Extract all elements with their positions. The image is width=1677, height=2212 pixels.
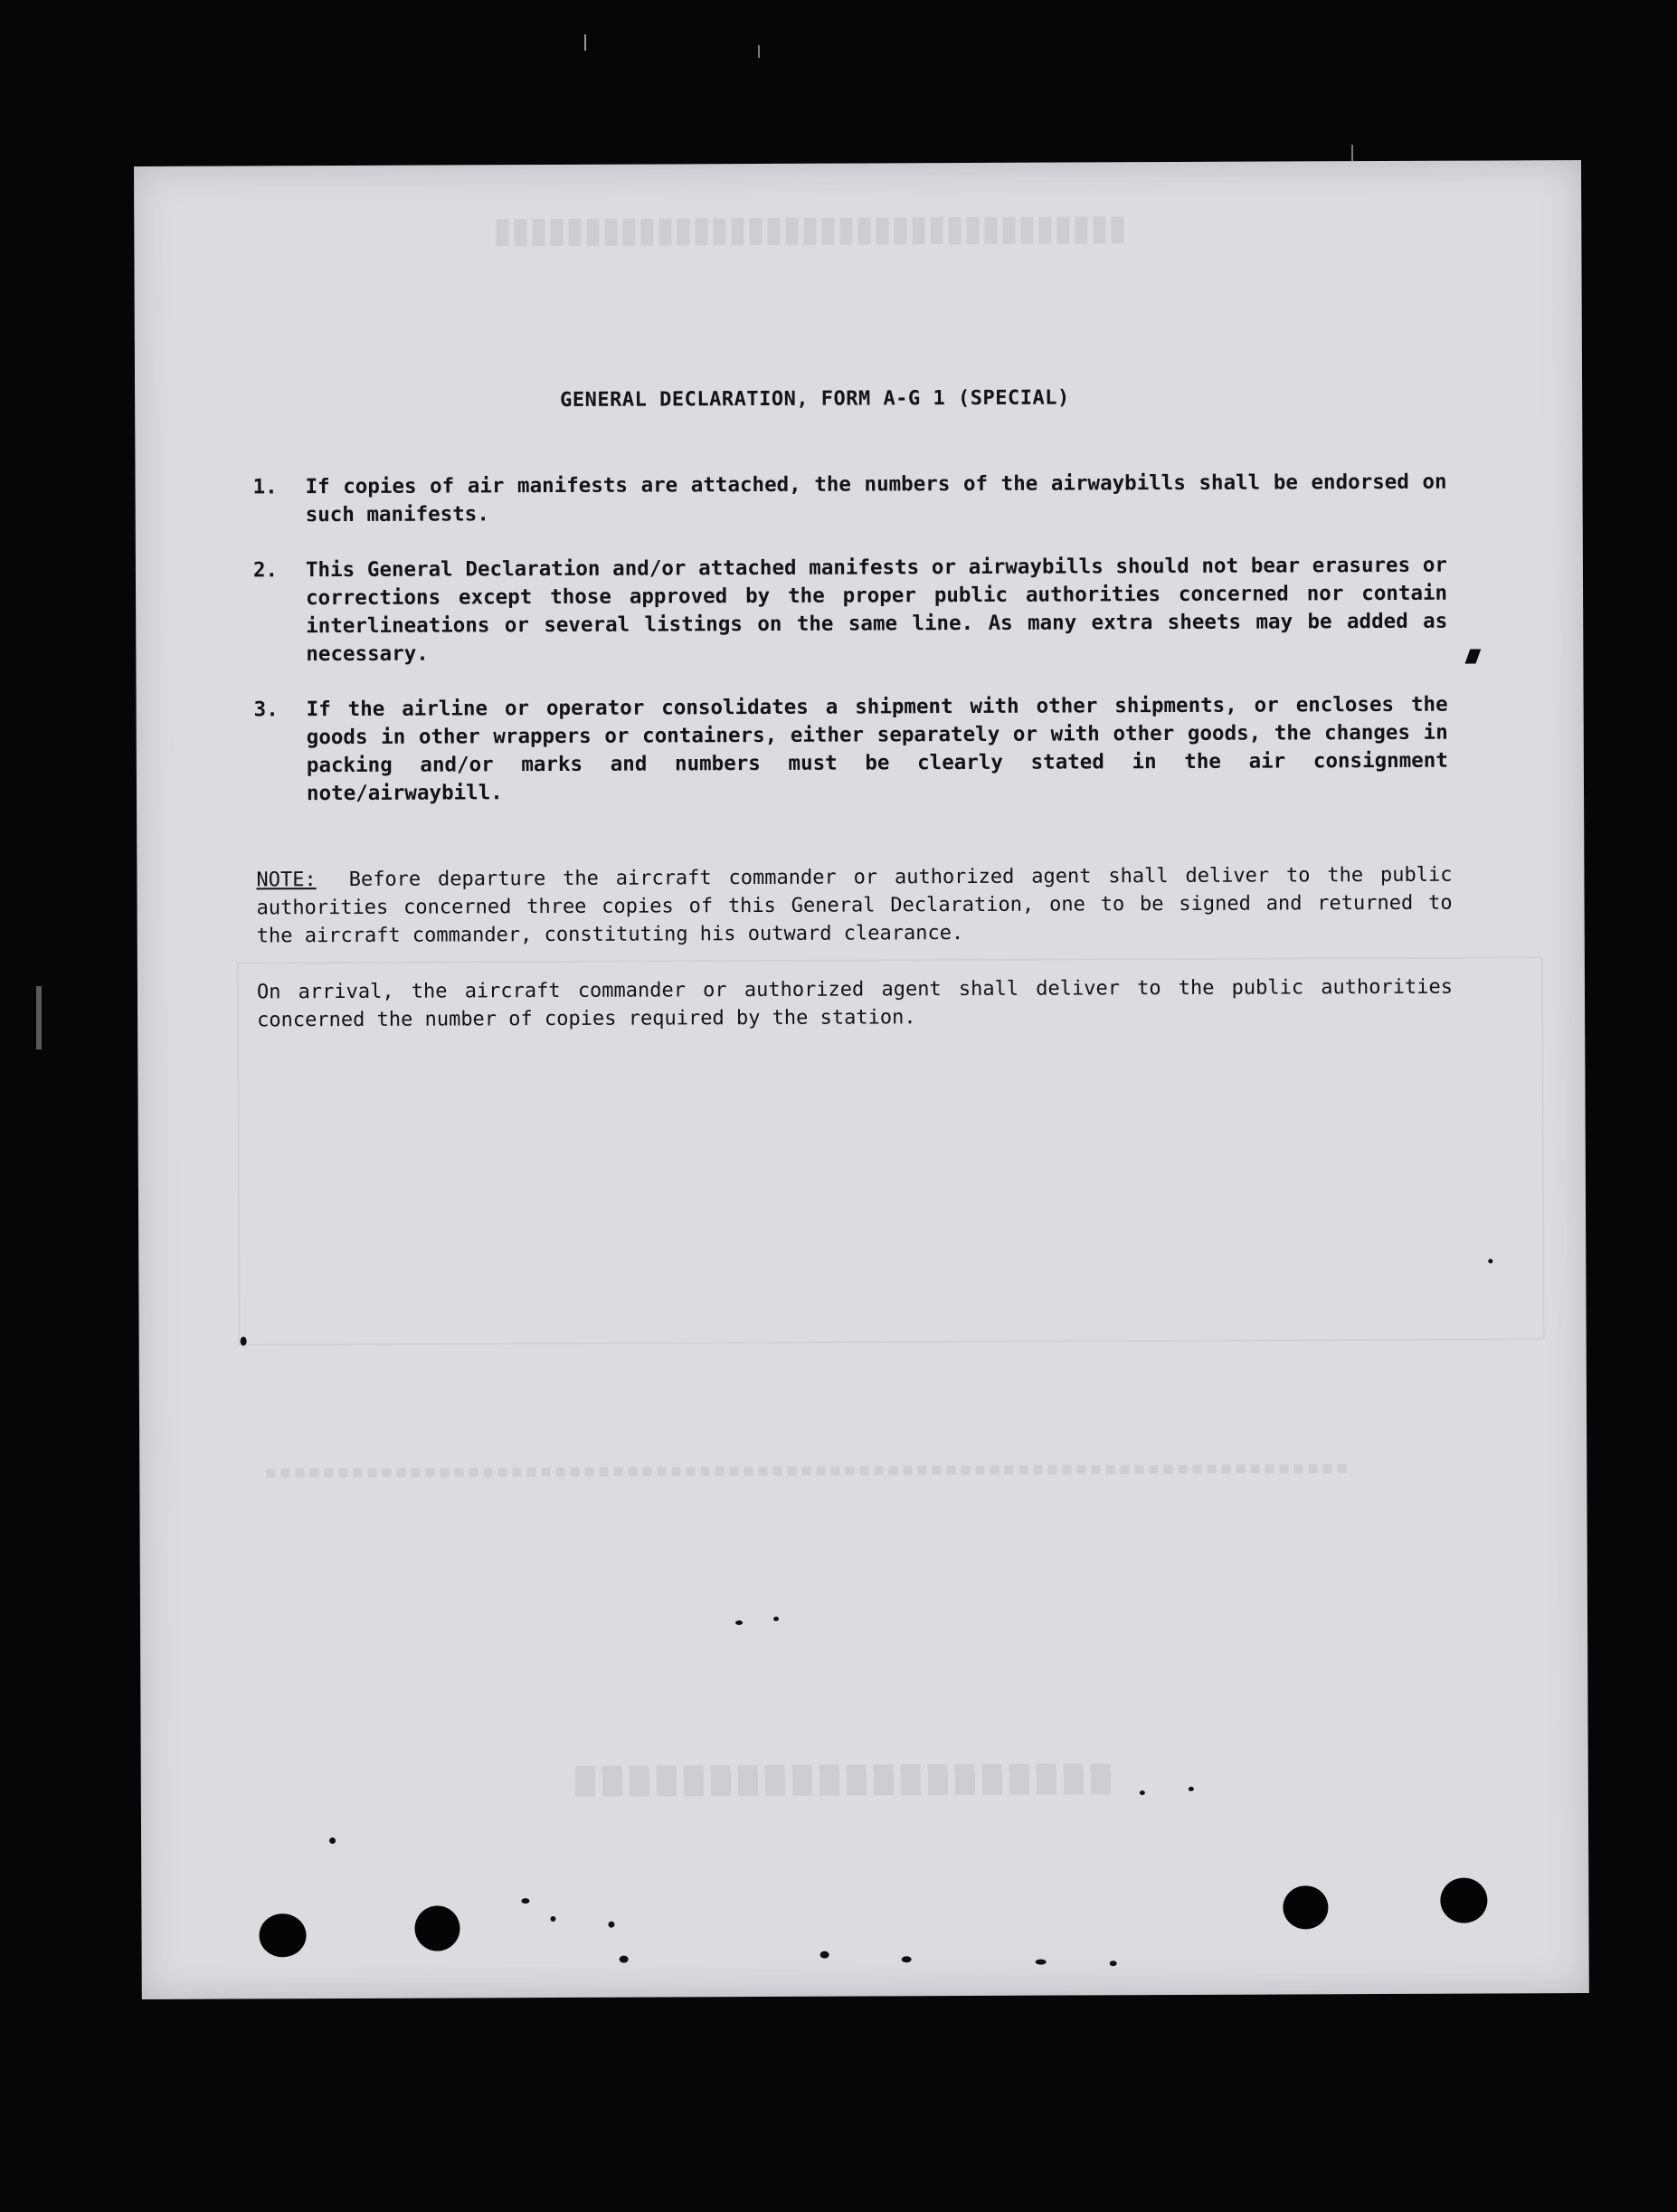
item-text: If copies of air manifests are attached, the numbers of the airwaybills shall be endorsed on such manifests.	[305, 470, 1447, 527]
note-heading: NOTE:	[256, 869, 317, 892]
item-text: If the airline or operator consolidates a shipment with other shipments, or encloses the goods in other wrappers or containers, either separately or with other goods, the changes in packing and/or marks and numbers must be clearly stated in the air consignment note/airwaybill.	[306, 692, 1448, 806]
declaration-content	[134, 160, 1589, 1999]
punch-hole	[414, 1905, 460, 1951]
speck	[1488, 1258, 1492, 1263]
speck	[620, 1956, 629, 1963]
border-mark	[758, 45, 760, 58]
punch-hole	[1283, 1885, 1328, 1929]
item-number: 2.	[252, 558, 279, 583]
punch-hole	[259, 1913, 306, 1957]
speck	[550, 1916, 555, 1922]
item-text: This General Declaration and/or attached manifests or airwaybills should not bear erasures or corrections except those approved by the proper public authorities concerned nor contain interlineations or several listings on the same line. As many extra sheets may be added as necessary.	[305, 553, 1448, 667]
speck	[820, 1951, 829, 1959]
speck	[329, 1837, 336, 1844]
speck	[773, 1617, 779, 1621]
list-item	[252, 469, 1447, 527]
note-paragraph	[256, 861, 1452, 951]
speck	[1189, 1787, 1194, 1791]
list-item	[252, 552, 1448, 667]
speck	[1036, 1960, 1047, 1965]
speck	[902, 1956, 912, 1962]
item-number: 1.	[252, 475, 278, 499]
list-item	[253, 691, 1448, 806]
speck	[735, 1620, 743, 1625]
item-number: 3.	[253, 698, 279, 722]
speck	[241, 1336, 247, 1345]
page-title: GENERAL DECLARATION, FORM A-G 1 (SPECIAL)	[560, 386, 1070, 412]
speck	[1110, 1960, 1117, 1966]
punch-hole	[1440, 1877, 1487, 1922]
speck	[608, 1922, 614, 1928]
document-sheet	[134, 160, 1589, 1999]
arrival-paragraph: On arrival, the aircraft commander or authorized agent shall deliver to the public authorities concerned the number of copies required by the station.	[256, 975, 1454, 1032]
note-text: Before departure the aircraft commander or authorized agent shall deliver to the public authorities concerned three copies of this General Declaration, one to be signed and returned to the aircraft commander, constituting his outward clearance.	[256, 863, 1453, 948]
speck	[521, 1898, 529, 1903]
border-mark	[36, 986, 42, 1049]
speck	[1140, 1790, 1145, 1795]
border-mark	[584, 34, 586, 51]
border-mark	[1351, 145, 1353, 161]
